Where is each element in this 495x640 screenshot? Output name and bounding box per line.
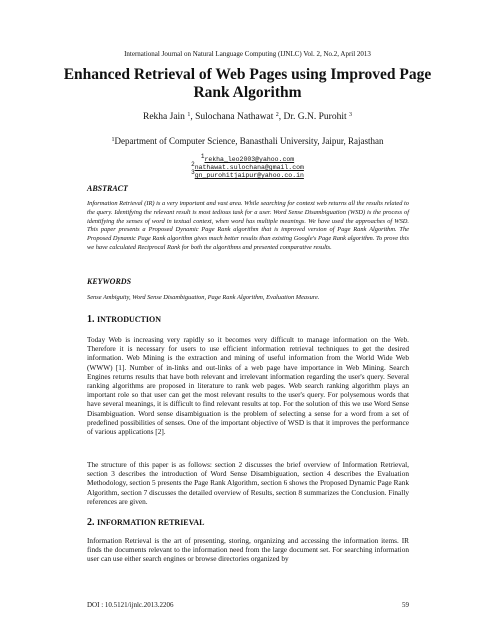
paper-title: Enhanced Retrieval of Web Pages using Improved Page Rank Algorithm <box>63 66 432 101</box>
author-name: Rekha Jain <box>142 112 185 122</box>
author-sup: 1 <box>187 112 191 118</box>
abstract-text: Information Retrieval (IR) is a very important and vast area. While searching for context web returns all the results related to the query. Identifying the relevant result is most tedious task for a user. Word Sense Disambiguation (WSD) is the process of identifying the senses of word in textual context, when word has multiple meanings. We have used the approaches of WSD. This paper presents a Proposed Dynamic Page Rank algorithm that is improved version of Page Rank Algorithm. The Proposed Dynamic Page Rank algorithm gives much better results than existing Google's Page Rank algorithm. To prove this we have calculated Reciprocal Rank for both the algorithms and presented comparative results. <box>87 200 409 251</box>
email-entry <box>0 153 495 164</box>
email-sup: 3 <box>191 169 195 176</box>
email-sup: 1 <box>200 153 205 160</box>
section-title: INFORMATION RETRIEVAL <box>97 518 205 527</box>
page-number: 59 <box>402 601 409 609</box>
author-sup: 3 <box>349 112 352 118</box>
author-list: Rekha Jain $^1$, Sulochana Nathawat $^2$, Dr. G.N. Purohit $^3$ <box>142 112 352 122</box>
section-heading-information-retrieval <box>87 517 205 529</box>
section-number: 1. <box>87 314 95 325</box>
email-link[interactable]: gn_purohitjaipur@yahoo.co.in <box>194 172 304 179</box>
section-number: 2. <box>87 517 95 528</box>
email-entry <box>0 169 495 180</box>
introduction-paragraph: Today Web is increasing very rapidly so it becomes very difficult to manage information on the Web. Therefore it is necessary for users to use efficient information retrieval techniques to get the desired information. Web Mining is the extraction and mining of useful information from the World Wide Web (WWW) [1]. Number of in-links and out-links of a web page have importance in Web Mining. Search Engines returns results that have both relevant and irrelevant information regarding the user's query. Several ranking algorithms are proposed in literature to rank web pages. Web search ranking algorithm plays an important role so that user can get the most relevant results to the user's query. For polysemous words that have several meanings, it is difficult to find relevant results at top. For the solution of this we use Word Sense Disambiguation. Word sense disambiguation is the problem of selecting a sense for a word from a set of predefined possibilities of senses. One of the important objective of WSD is that it improves the performance of various applications [2]. <box>87 335 409 437</box>
section-title: INTRODUCTION <box>97 315 162 324</box>
author-name: Dr. G.N. Purohit <box>283 112 347 122</box>
keywords-heading: KEYWORDS <box>87 277 132 286</box>
author-name: Sulochana Nathawat <box>195 112 274 122</box>
email-link[interactable]: nathawat.sulochana@gmail.com <box>194 164 304 171</box>
abstract-heading: ABSTRACT <box>87 184 128 193</box>
email-list <box>0 153 495 180</box>
email-sup: 2 <box>191 161 195 168</box>
keywords-text: Sense Ambiguity, Word Sense Disambiguation, Page Rank Algorithm, Evaluation Measure. <box>87 294 320 301</box>
email-link[interactable]: rekha_leo2003@yahoo.com <box>204 156 295 163</box>
affiliation-text: Department of Computer Science, Banasthali University, Jaipur, Rajasthan <box>114 136 384 146</box>
doi-footer: DOI : 10.5121/ijnlc.2013.2206 <box>87 601 174 609</box>
affiliation <box>0 135 495 147</box>
author-sup: 2 <box>275 112 279 118</box>
information-retrieval-paragraph: Information Retrieval is the art of presenting, storing, organizing and accessing the information items. IR finds the documents relevant to the information need from the large document set. For searching information user can use either search engines or browse directories organized by <box>87 536 409 564</box>
email-entry <box>0 161 495 172</box>
journal-header: International Journal on Natural Language Computing (IJNLC) Vol. 2, No.2, April 2013 <box>124 50 371 58</box>
section-heading-introduction <box>87 314 161 326</box>
introduction-paragraph: The structure of this paper is as follows: section 2 discusses the brief overview of Information Retrieval, section 3 describes the introduction of Word Sense Disambiguation, section 4 describes the Evaluation Methodology, section 5 presents the Page Rank Algorithm, section 6 shows the Proposed Dynamic Page Rank Algorithm, section 7 discusses the detailed overview of Results, section 8 summarizes the Conclusion. Finally references are given. <box>87 460 409 506</box>
affiliation-sup: 1 <box>111 137 115 143</box>
